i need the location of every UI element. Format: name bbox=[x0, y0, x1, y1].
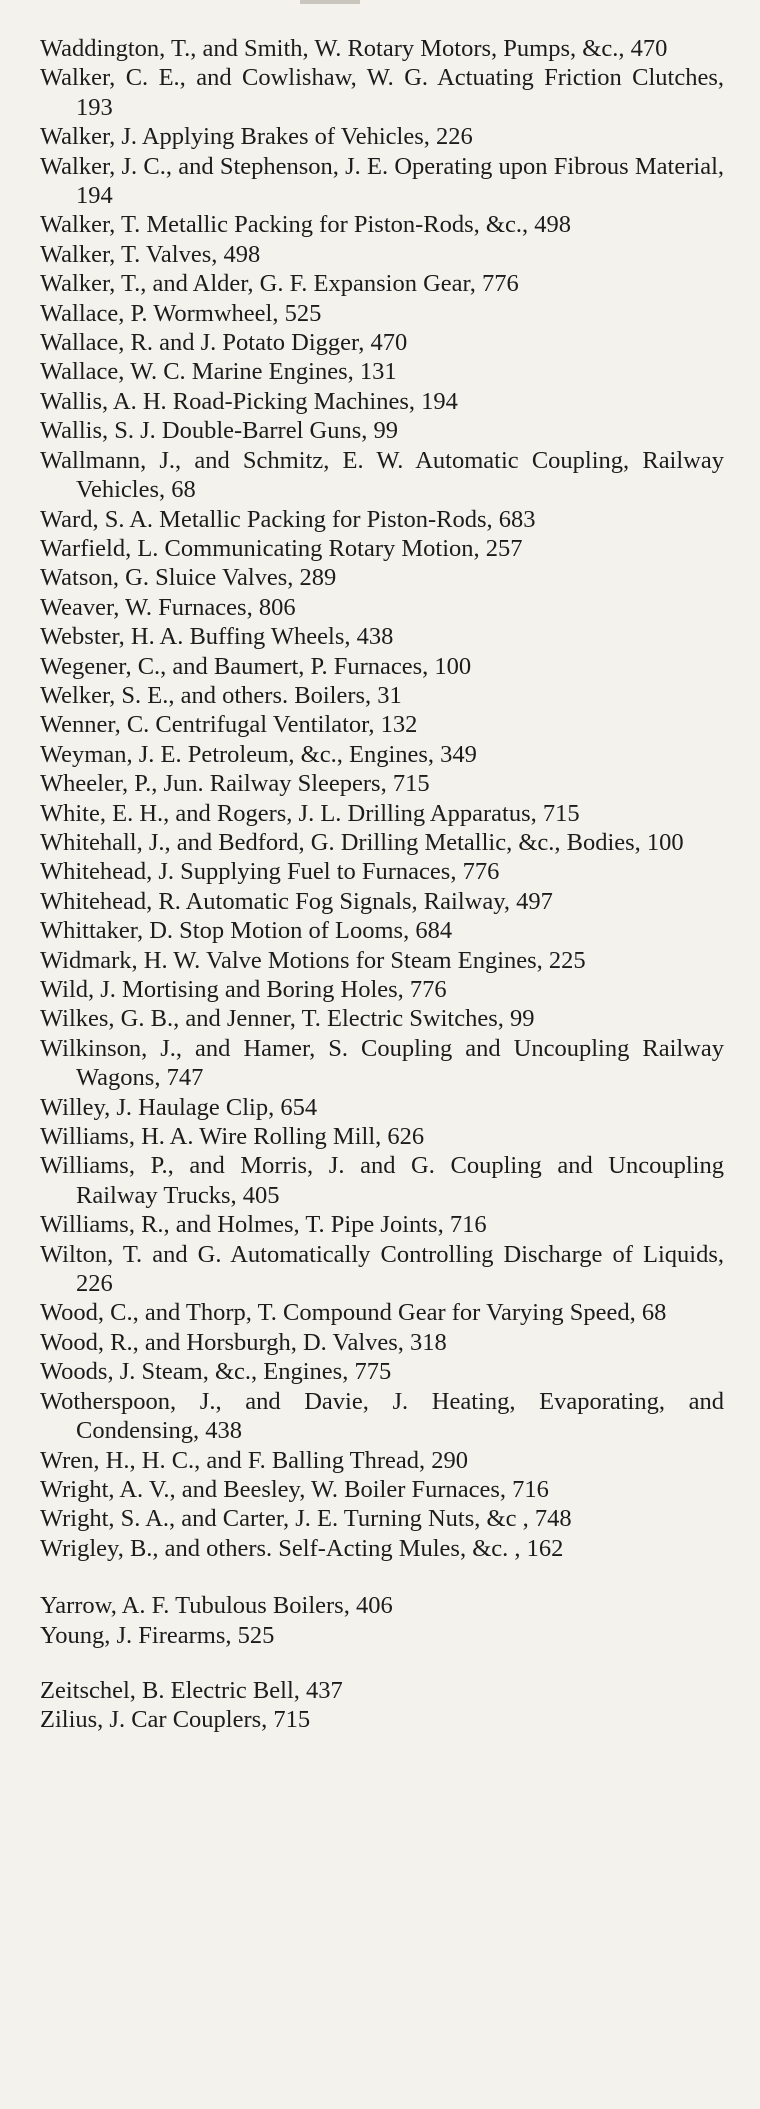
index-entry: Zilius, J. Car Couplers, 715 bbox=[40, 1706, 311, 1734]
index-entry: Wallace, W. C. Marine Engines, 131 bbox=[40, 358, 397, 386]
index-entry: Wenner, C. Centrifugal Ventilator, 132 bbox=[40, 711, 418, 739]
index-entry: Wilton, T. and G. Automatically Controlling Discharge of Liquids, 226 bbox=[40, 1240, 724, 1298]
index-entry: Warfield, L. Communicating Rotary Motion, 257 bbox=[40, 534, 523, 562]
index-entry: Wotherspoon, J., and Davie, J. Heating, Evaporating, and Condensing, 438 bbox=[40, 1387, 724, 1445]
index-entry: Wood, C., and Thorp, T. Compound Gear for Varying Speed, 68 bbox=[40, 1299, 667, 1327]
page-edge-rule bbox=[300, 0, 360, 4]
index-entry: Whitehead, R. Automatic Fog Signals, Railway, 497 bbox=[40, 887, 553, 915]
index-entry: Walker, C. E., and Cowlishaw, W. G. Actuating Friction Clutches, 193 bbox=[40, 64, 724, 121]
index-entry: Whitehall, J., and Bedford, G. Drilling Metallic, &c., Bodies, 100 bbox=[40, 828, 684, 856]
index-entry: Wallis, S. J. Double-Barrel Guns, 99 bbox=[40, 417, 399, 445]
index-entry: Watson, G. Sluice Valves, 289 bbox=[40, 564, 337, 592]
index-entry: Wilkinson, J., and Hamer, S. Coupling and Uncoupling Railway Wagons, 747 bbox=[40, 1034, 724, 1092]
index-entry: Wallmann, J., and Schmitz, E. W. Automatic Coupling, Railway Vehicles, 68 bbox=[40, 446, 724, 504]
index-entry: Widmark, H. W. Valve Motions for Steam Engines, 225 bbox=[40, 946, 586, 974]
section-y bbox=[40, 1591, 724, 1650]
index-entry: Wrigley, B., and others. Self-Acting Mules, &c. , 162 bbox=[40, 1534, 564, 1562]
index-entry: Wright, A. V., and Beesley, W. Boiler Furnaces, 716 bbox=[40, 1475, 549, 1503]
index-entry: Webster, H. A. Buffing Wheels, 438 bbox=[40, 623, 394, 651]
index-entry: Weyman, J. E. Petroleum, &c., Engines, 349 bbox=[40, 740, 477, 768]
index-entry: Whittaker, D. Stop Motion of Looms, 684 bbox=[40, 917, 453, 945]
index-entry: Weaver, W. Furnaces, 806 bbox=[40, 593, 296, 621]
index-entry: Wallace, R. and J. Potato Digger, 470 bbox=[40, 329, 408, 357]
index-entry: Walker, T., and Alder, G. F. Expansion Gear, 776 bbox=[40, 270, 519, 298]
index-entry: Williams, H. A. Wire Rolling Mill, 626 bbox=[40, 1123, 425, 1151]
index-entry: Wren, H., H. C., and F. Balling Thread, 290 bbox=[40, 1446, 469, 1474]
index-entry: Wegener, C., and Baumert, P. Furnaces, 100 bbox=[40, 652, 472, 680]
section-w bbox=[40, 34, 724, 1563]
index-entry: Whitehead, J. Supplying Fuel to Furnaces, 776 bbox=[40, 858, 500, 886]
index-entry: Ward, S. A. Metallic Packing for Piston-Rods, 683 bbox=[40, 505, 536, 533]
index-entry: Walker, T. Metallic Packing for Piston-Rods, &c., 498 bbox=[40, 211, 571, 239]
index-entry: Woods, J. Steam, &c., Engines, 775 bbox=[40, 1358, 392, 1386]
index-entry: Wild, J. Mortising and Boring Holes, 776 bbox=[40, 976, 447, 1003]
index-entry: Wood, R., and Horsburgh, D. Valves, 318 bbox=[40, 1328, 447, 1356]
index-entry: Walker, J. Applying Brakes of Vehicles, 226 bbox=[40, 123, 473, 151]
index-entry: White, E. H., and Rogers, J. L. Drilling Apparatus, 715 bbox=[40, 799, 580, 827]
index-entry: Walker, J. C., and Stephenson, J. E. Operating upon Fibrous Material, 194 bbox=[40, 152, 724, 210]
index-entry: Walker, T. Valves, 498 bbox=[40, 240, 261, 268]
index-entry: Wallis, A. H. Road-Picking Machines, 194 bbox=[40, 387, 458, 415]
index-entry: Wilkes, G. B., and Jenner, T. Electric Switches, 99 bbox=[40, 1005, 535, 1033]
index-entry: Willey, J. Haulage Clip, 654 bbox=[40, 1093, 318, 1121]
index-entry: Yarrow, A. F. Tubulous Boilers, 406 bbox=[40, 1592, 393, 1620]
index-entry: Williams, R., and Holmes, T. Pipe Joints, 716 bbox=[40, 1211, 487, 1239]
index-entry: Welker, S. E., and others. Boilers, 31 bbox=[40, 681, 402, 709]
index-entry: Wallace, P. Wormwheel, 525 bbox=[40, 299, 322, 327]
index-entry: Zeitschel, B. Electric Bell, 437 bbox=[40, 1676, 343, 1704]
index-entry: Young, J. Firearms, 525 bbox=[40, 1621, 275, 1649]
index-entry: Wheeler, P., Jun. Railway Sleepers, 715 bbox=[40, 770, 430, 798]
index-entry: Wright, S. A., and Carter, J. E. Turning Nuts, &c , 748 bbox=[40, 1505, 572, 1533]
index-entry: Williams, P., and Morris, J. and G. Coupling and Uncoupling Railway Trucks, 405 bbox=[40, 1152, 724, 1209]
section-spacer bbox=[40, 1650, 724, 1676]
section-z bbox=[40, 1676, 724, 1735]
index-entry: Waddington, T., and Smith, W. Rotary Motors, Pumps, &c., 470 bbox=[40, 35, 668, 62]
section-spacer bbox=[40, 1563, 724, 1591]
